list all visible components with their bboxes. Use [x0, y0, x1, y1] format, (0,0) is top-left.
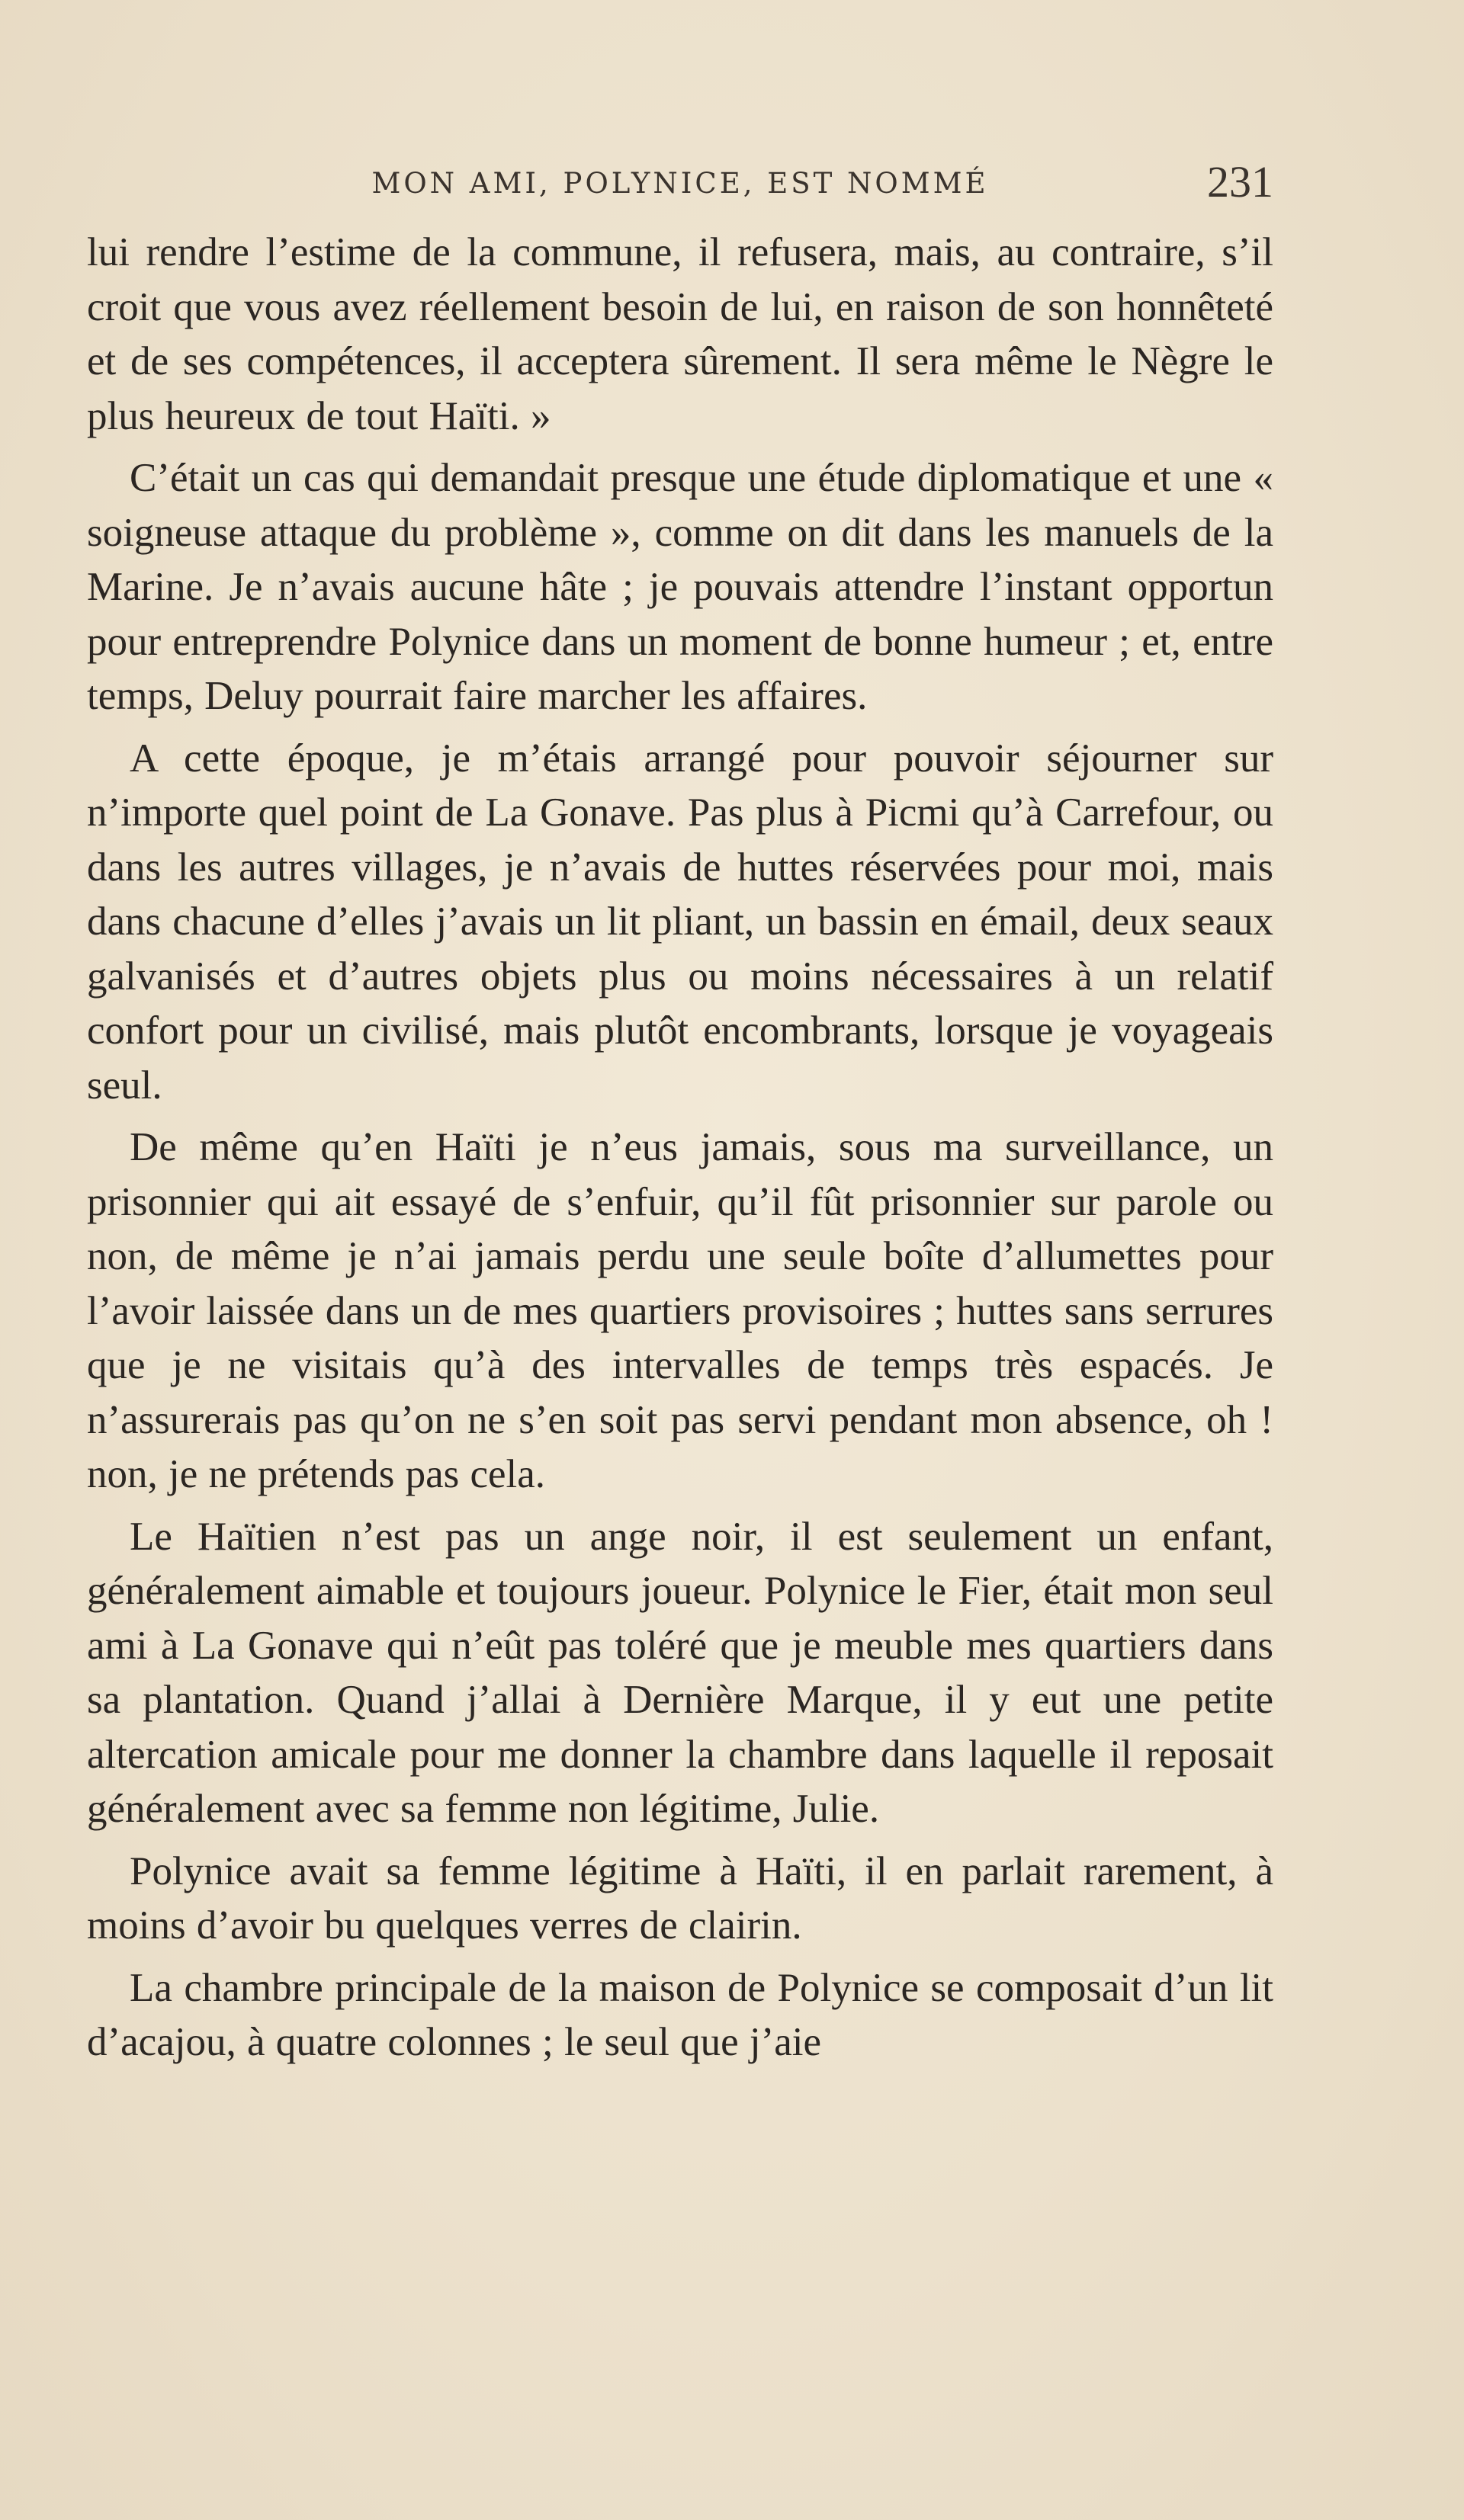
paragraph: La chambre principale de la maison de Polynice se composait d’un lit d’acajou, à quatre colonnes ; le seul que j’aie [87, 1965, 1273, 2064]
paragraph: De même qu’en Haïti je n’eus jamais, sous ma surveillance, un prisonnier qui ait essayé de s’enfuir, qu’il fût prisonnier sur parole ou non, de même je n’ai jamais perdu une seule boîte d’allumettes pour l’avoir laissée dans un de mes quartiers provisoires ; huttes sans serrures que je ne visitais qu’à des intervalles de temps très espacés. Je n’assurerais pas qu’on ne s’en soit pas servi pendant mon absence, oh ! non, je ne prétends pas cela. [87, 1125, 1273, 1496]
paragraph: C’était un cas qui demandait presque une étude diplomatique et une « soigneuse attaque du problème », comme on dit dans les manuels de la Marine. Je n’avais aucune hâte ; je pouvais attendre l’instant opportun pour entreprendre Polynice dans un moment de bonne humeur ; et, entre temps, Deluy pourrait faire marcher les affaires. [87, 456, 1273, 718]
body-text [87, 226, 1273, 2078]
running-head [87, 156, 1273, 211]
paragraph-continuation: lui rendre l’estime de la commune, il refusera, mais, au contraire, s’il croit que vous avez réellement besoin de lui, en raison de son honnêteté et de ses compétences, il acceptera sûrement. Il sera même le Nègre le plus heureux de tout Haïti. » [87, 230, 1273, 438]
paragraph: Le Haïtien n’est pas un ange noir, il est seulement un enfant, généralement aimable et toujours joueur. Polynice le Fier, était mon seul ami à La Gonave qui n’eût pas toléré que je meuble mes quartiers dans sa plantation. Quand j’allai à Dernière Marque, il y eut une petite altercation amicale pour me donner la chambre dans laquelle il reposait généralement avec sa femme non légitime, Julie. [87, 1514, 1273, 1831]
paragraph: Polynice avait sa femme légitime à Haïti, il en parlait rarement, à moins d’avoir bu quelques verres de clairin. [87, 1848, 1273, 1948]
paragraph: A cette époque, je m’étais arrangé pour pouvoir séjourner sur n’importe quel point de La Gonave. Pas plus à Picmi qu’à Carrefour, ou dans les autres villages, je n’avais de huttes réservées pour moi, mais dans chacune d’elles j’avais un lit pliant, un bassin en émail, deux seaux galvanisés et d’autres objets plus ou moins nécessaires à un relatif confort pour un civilisé, mais plutôt encombrants, lorsque je voyageais seul. [87, 736, 1273, 1108]
page-number: 231 [1207, 157, 1273, 207]
chapter-running-title: MON AMI, POLYNICE, EST NOMMÉ [371, 167, 989, 200]
